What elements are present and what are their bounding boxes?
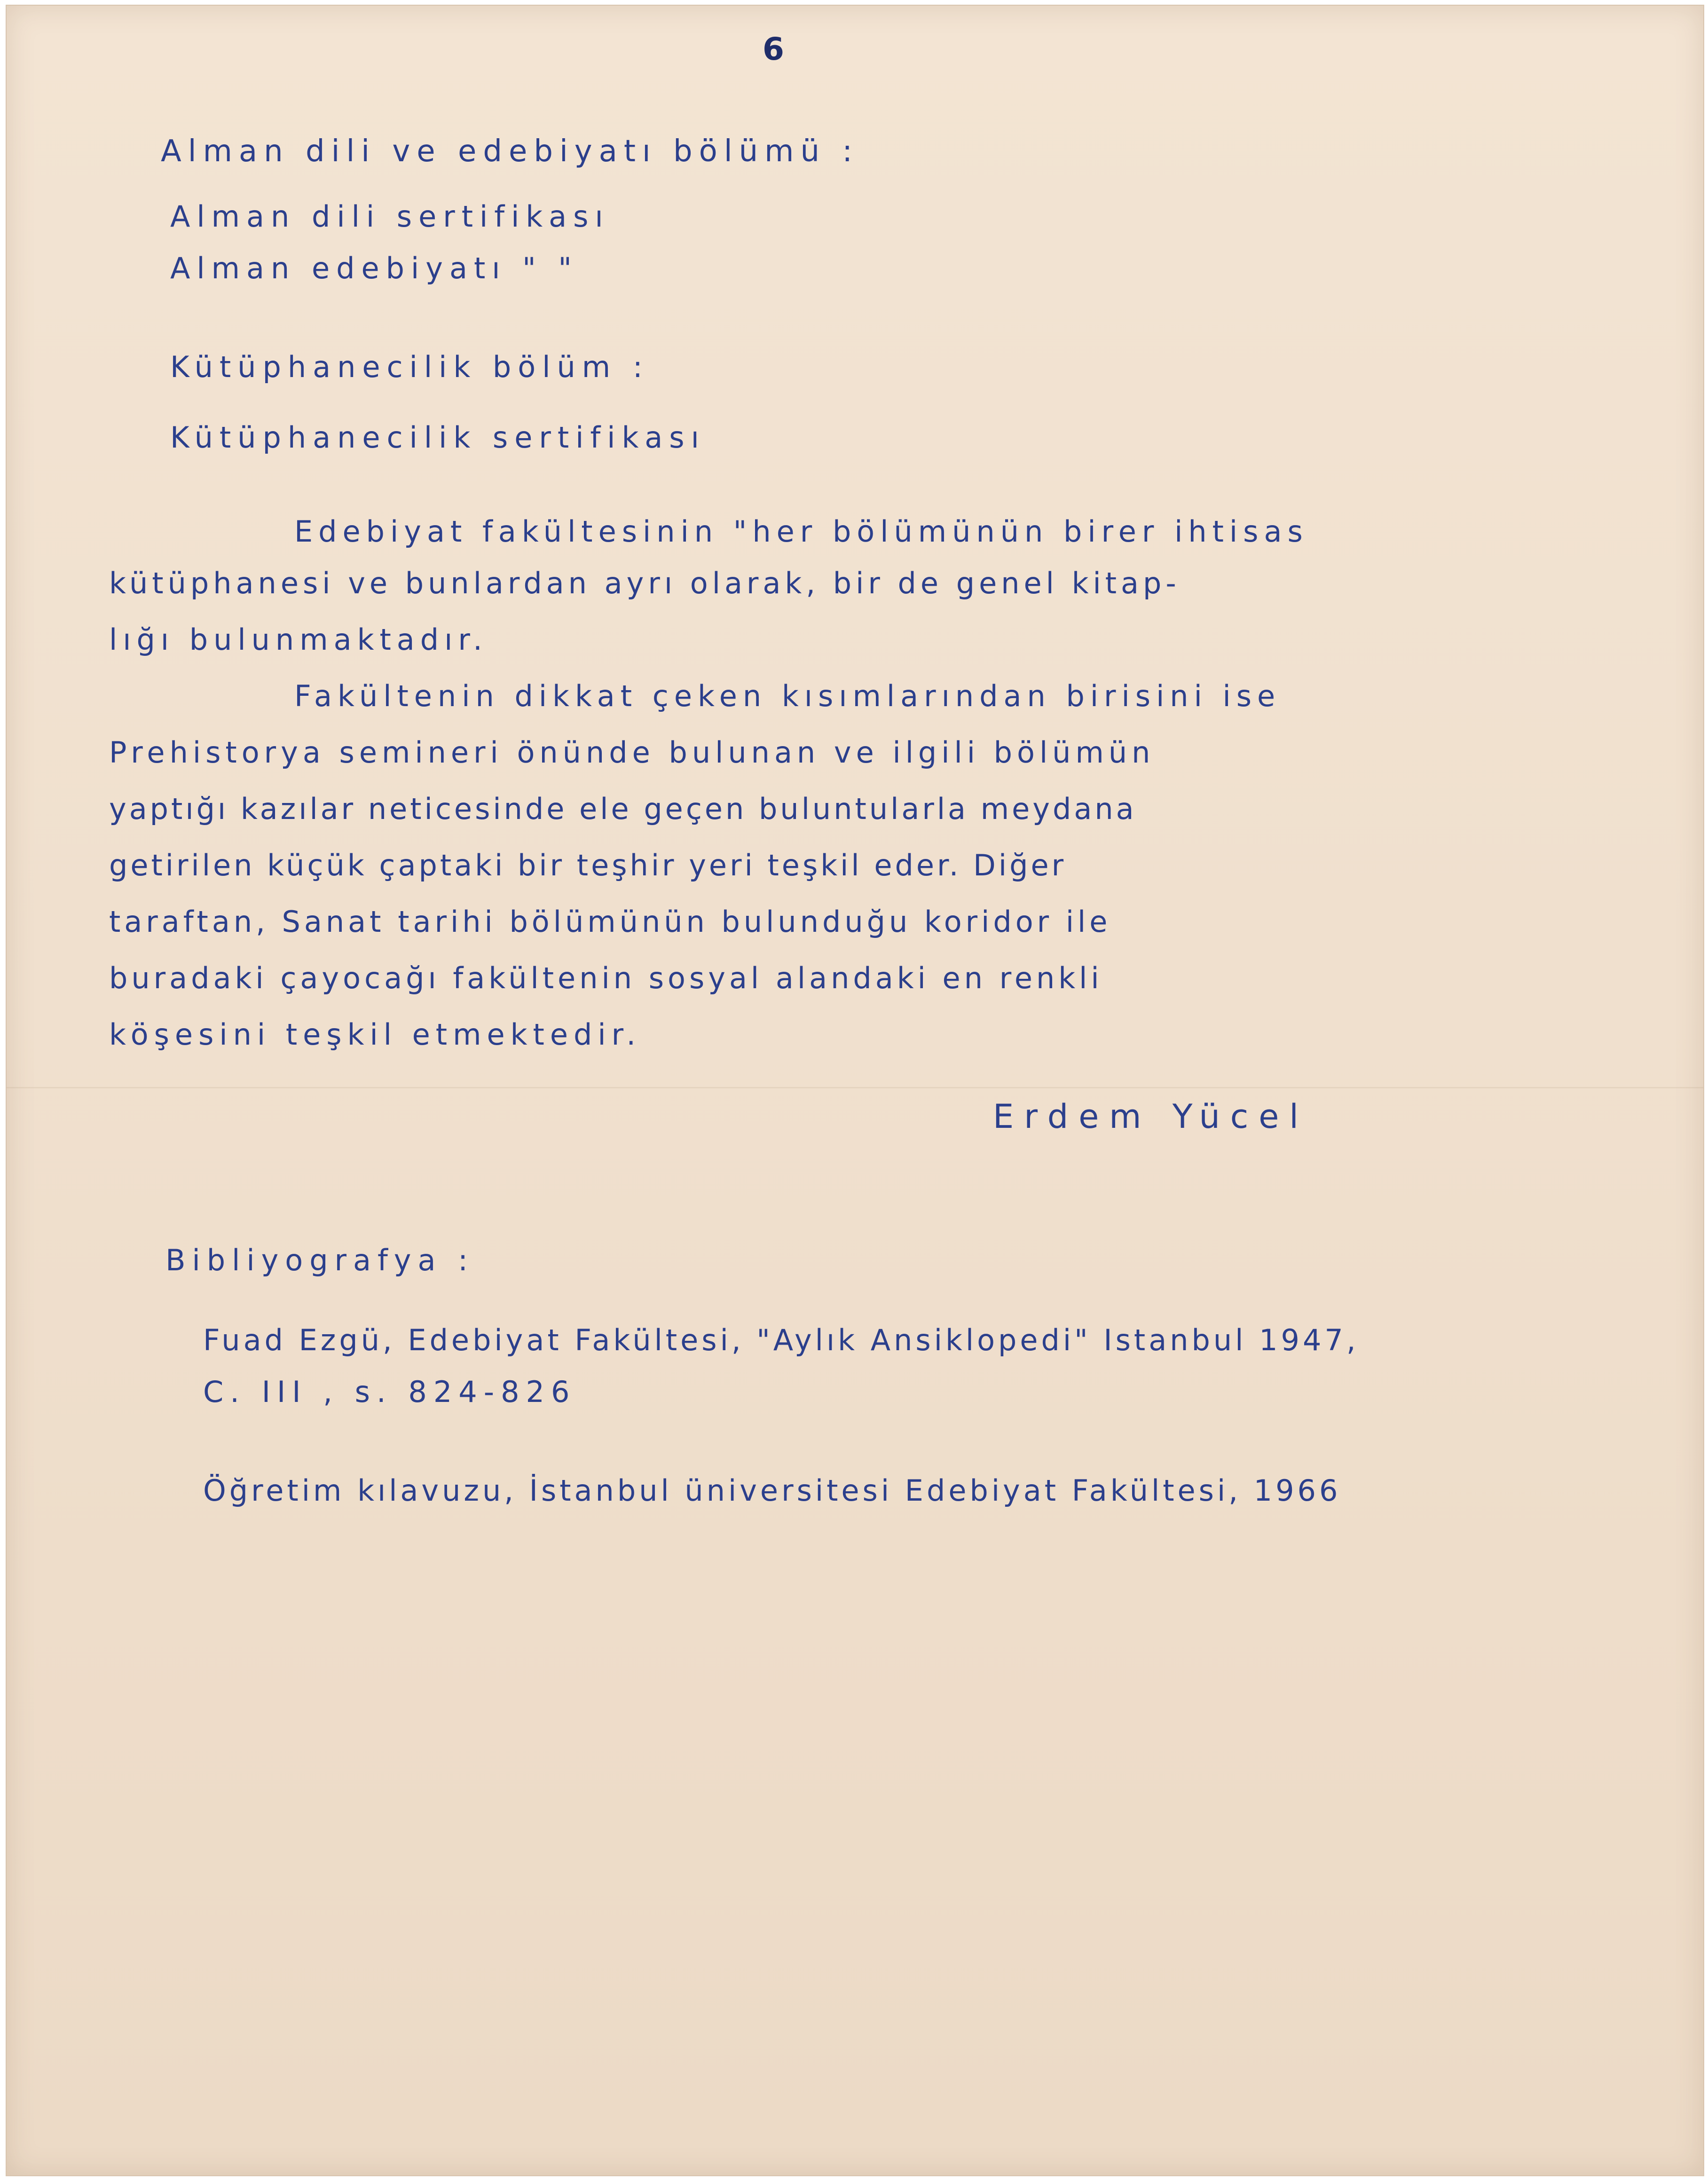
paragraph2-line3: yaptığı kazılar neticesinde ele geçen buluntularla meydana [109, 792, 1137, 826]
section-item-german-literature: Alman edebiyatı " " [170, 251, 578, 285]
paragraph2-line1: Fakültenin dikkat çeken kısımlarından birisini ise [294, 679, 1281, 713]
paragraph2-line5: taraftan, Sanat tarihi bölümünün bulunduğu koridor ile [109, 905, 1111, 939]
paragraph1-line3: lığı bulunmaktadır. [109, 622, 488, 657]
author-signature: Erdem Yücel [993, 1097, 1309, 1136]
section-item-german-language: Alman dili sertifikası [170, 199, 610, 234]
section-item-library-certificate: Kütüphanecilik sertifikası [170, 420, 706, 455]
handwritten-page [6, 5, 1704, 2176]
bibliography-heading: Bibliyografya : [165, 1243, 475, 1277]
paragraph2-line4: getirilen küçük çaptaki bir teşhir yeri teşkil eder. Diğer [109, 848, 1067, 882]
paragraph2-line2: Prehistorya semineri önünde bulunan ve ilgili bölümün [109, 735, 1155, 770]
paragraph2-line6: buradaki çayocağı fakültenin sosyal alandaki en renkli [109, 961, 1103, 995]
bibliography-entry1-line2: C. III , s. 824-826 [203, 1375, 576, 1409]
paragraph1-line1: Edebiyat fakültesinin "her bölümünün birer ihtisas [294, 514, 1308, 549]
section-heading-german: Alman dili ve edebiyatı bölümü : [161, 134, 859, 169]
page-number: 6 [763, 31, 784, 67]
bibliography-entry2: Öğretim kılavuzu, İstanbul üniversitesi Edebiyat Fakültesi, 1966 [203, 1473, 1341, 1508]
paragraph2-line7: köşesini teşkil etmektedir. [109, 1017, 642, 1052]
section-heading-library: Kütüphanecilik bölüm : [170, 350, 649, 384]
bibliography-entry1-line1: Fuad Ezgü, Edebiyat Fakültesi, "Aylık Ansiklopedi" Istanbul 1947, [203, 1323, 1359, 1357]
paragraph1-line2: kütüphanesi ve bunlardan ayrı olarak, bir de genel kitap- [109, 566, 1181, 600]
paper-fold [7, 1087, 1703, 1088]
